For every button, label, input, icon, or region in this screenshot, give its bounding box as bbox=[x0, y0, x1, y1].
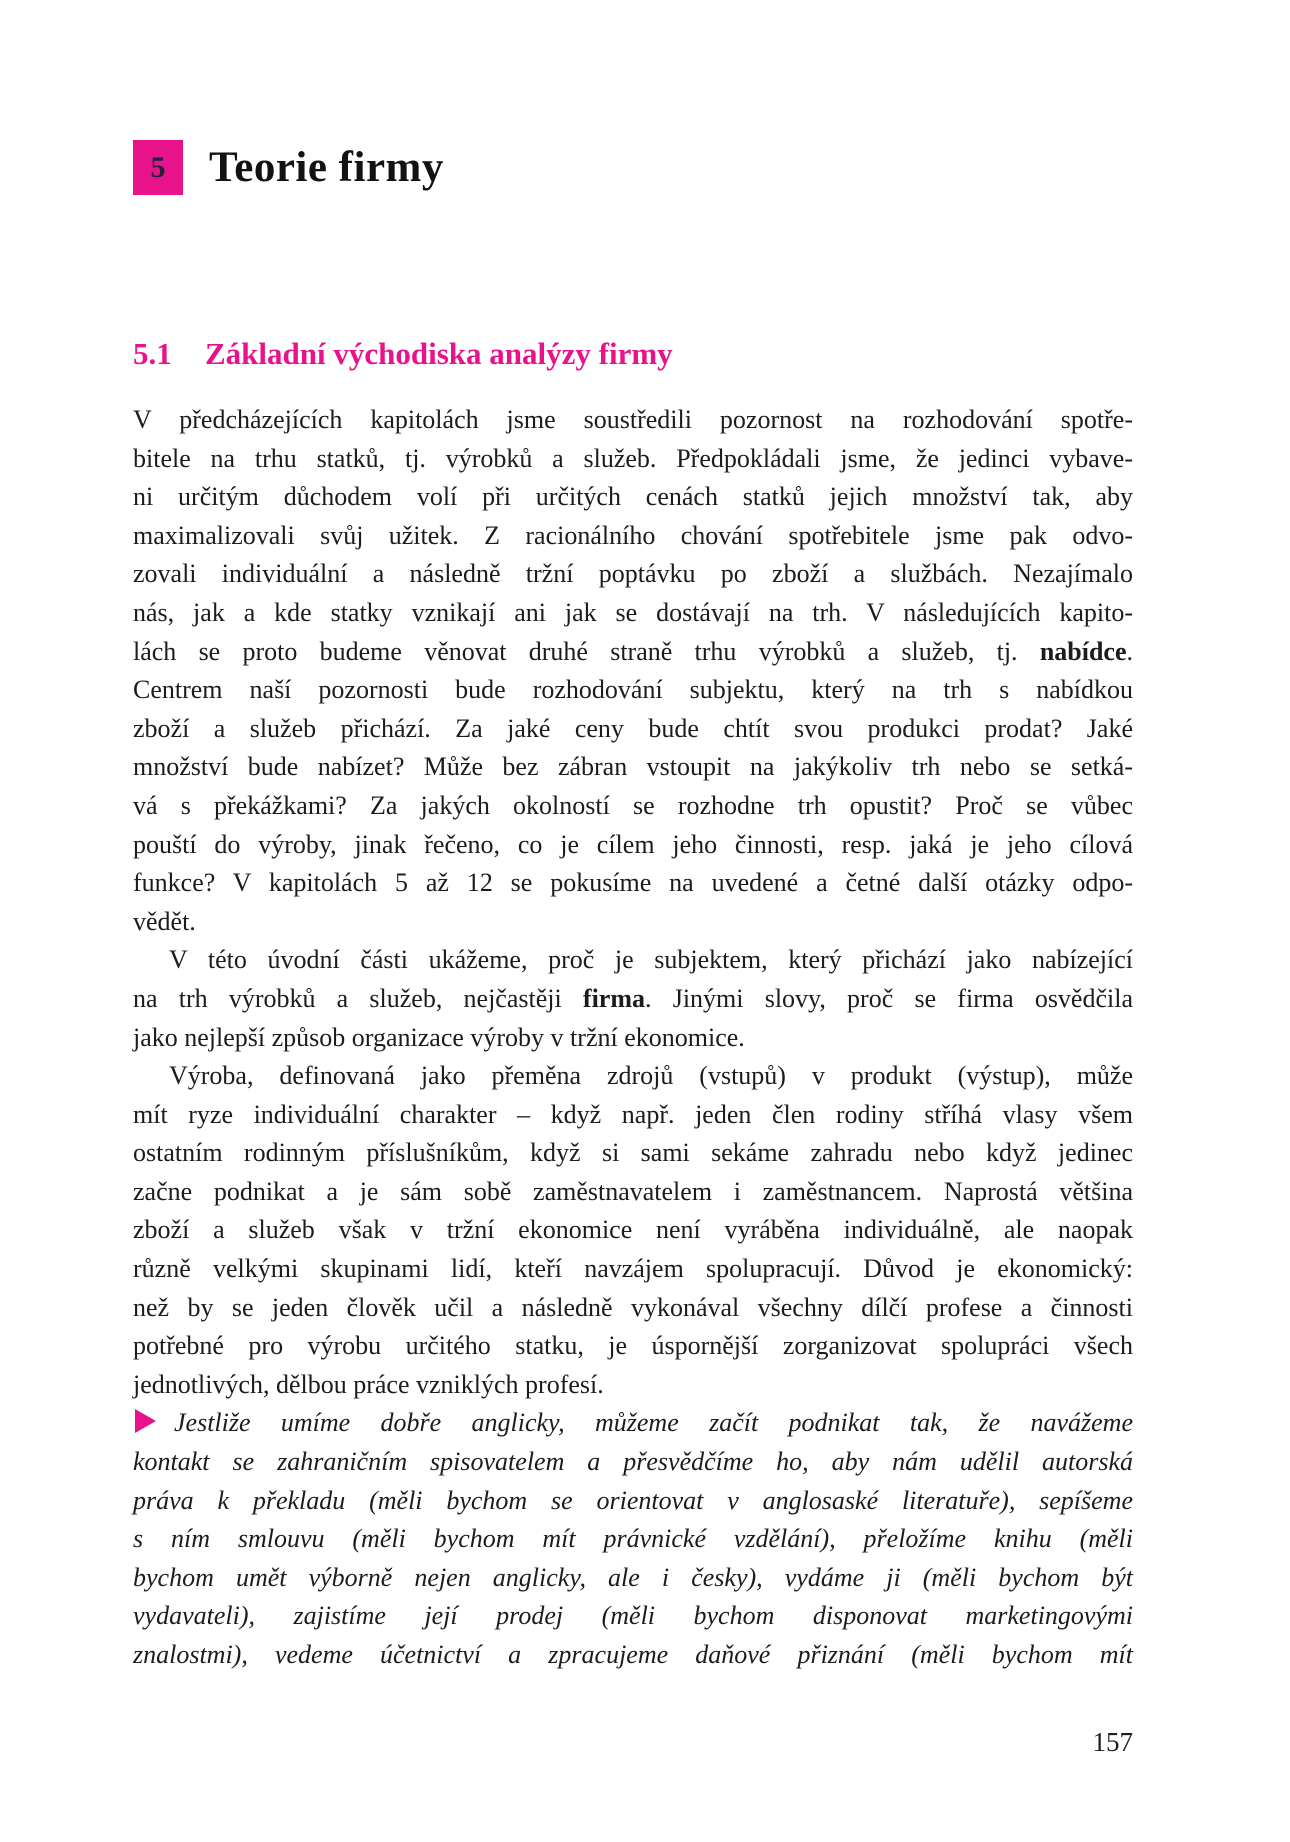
text-line: začne podnikat a je sám sobě zaměstnavatelem i zaměstnancem. Naprostá většina bbox=[133, 1176, 1133, 1206]
text-line: kontakt se zahraničním spisovatelem a přesvědčíme ho, aby nám udělil autorská bbox=[133, 1447, 1133, 1477]
text-line: zboží a služeb však v tržní ekonomice není vyráběna individuálně, ale naopak bbox=[133, 1215, 1133, 1245]
text-line: znalostmi), vedeme účetnictví a zpracujeme daňové přiznání (měli bychom mít bbox=[133, 1640, 1133, 1669]
paragraph bbox=[133, 941, 1133, 1057]
chapter-number-badge bbox=[133, 140, 183, 195]
text-line: množství bude nabízet? Může bez zábran vstoupit na jakýkoliv trh nebo se setká- bbox=[133, 752, 1133, 782]
chapter-title: Teorie firmy bbox=[209, 144, 444, 191]
text-line: Centrem naší pozornosti bude rozhodování subjektu, který na trh s nabídkou bbox=[133, 675, 1133, 705]
text-line: s ním smlouvu (měli bychom mít právnické vzdělání), přeložíme knihu (měli bbox=[133, 1524, 1133, 1554]
section-title: Základní východiska analýzy firmy bbox=[205, 336, 673, 371]
section-heading bbox=[133, 336, 1133, 372]
chapter-header bbox=[133, 140, 444, 195]
text-line: Výroba, definovaná jako přeměna zdrojů (vstupů) v produkt (výstup), může bbox=[169, 1061, 1133, 1091]
text-line: bitele na trhu statků, tj. výrobků a služeb. Předpokládali jsme, že jedinci vybave- bbox=[133, 443, 1133, 473]
text-line: lách se proto budeme věnovat druhé straně trhu výrobků a služeb, tj. nabídce. bbox=[133, 636, 1133, 666]
text-line: na trh výrobků a služeb, nejčastěji firma. Jinými slovy, proč se firma osvědčila bbox=[133, 983, 1133, 1013]
text-line: ni určitým důchodem volí při určitých cenách statků jejich množství tak, aby bbox=[133, 482, 1133, 512]
page-number: 157 bbox=[1092, 1727, 1133, 1757]
section-number: 5.1 bbox=[133, 336, 172, 371]
chapter-number: 5 bbox=[150, 150, 166, 184]
text-line: jednotlivých, dělbou práce vzniklých profesí. bbox=[133, 1369, 604, 1399]
paragraph bbox=[133, 1057, 1133, 1404]
text-line: jako nejlepší způsob organizace výroby v tržní ekonomice. bbox=[133, 1022, 745, 1052]
text-line: funkce? V kapitolách 5 až 12 se pokusíme na uvedené a četné další otázky odpo- bbox=[133, 868, 1133, 898]
body-text bbox=[133, 401, 1133, 1675]
text-line: nás, jak a kde statky vznikají ani jak se dostávají na trh. V následujících kapito- bbox=[133, 597, 1133, 627]
paragraph bbox=[133, 1404, 1133, 1674]
text-line: zboží a služeb přichází. Za jaké ceny bude chtít svou produkci prodat? Jaké bbox=[133, 713, 1133, 743]
text-line: vydavateli), zajistíme její prodej (měli bychom disponovat marketingovými bbox=[133, 1601, 1133, 1631]
text-line: bychom umět výborně nejen anglicky, ale i česky), vydáme ji (měli bychom být bbox=[133, 1562, 1133, 1592]
text-line: vá s překážkami? Za jakých okolností se rozhodne trh opustit? Proč se vůbec bbox=[133, 790, 1133, 820]
text-line: práva k překladu (měli bychom se orientovat v anglosaské literatuře), sepíšeme bbox=[133, 1485, 1133, 1515]
text-line: V předcházejících kapitolách jsme soustředili pozornost na rozhodování spotře- bbox=[133, 405, 1133, 434]
text-line: mít ryze individuální charakter – když např. jeden člen rodiny stříhá vlasy všem bbox=[133, 1099, 1133, 1129]
text-line: potřebné pro výrobu určitého statku, je úspornější zorganizovat spolupráci všech bbox=[133, 1331, 1133, 1361]
text-line: různě velkými skupinami lidí, kteří navzájem spolupracují. Důvod je ekonomický: bbox=[133, 1254, 1133, 1284]
text-line: vědět. bbox=[133, 906, 196, 936]
text-line: ostatním rodinným příslušníkům, když si sami sekáme zahradu nebo když jedinec bbox=[133, 1138, 1133, 1168]
text-line: zovali individuální a následně tržní poptávku po zboží a službách. Nezajímalo bbox=[133, 559, 1133, 589]
paragraph bbox=[133, 401, 1133, 941]
text-line: maximalizovali svůj užitek. Z racionálního chování spotřebitele jsme pak odvo- bbox=[133, 520, 1133, 550]
example-marker-triangle-right-icon bbox=[135, 1409, 156, 1433]
text-line: pouští do výroby, jinak řečeno, co je cílem jeho činnosti, resp. jaká je jeho cílová bbox=[133, 829, 1133, 859]
text-line: než by se jeden člověk učil a následně vykonával všechny dílčí profese a činnosti bbox=[133, 1292, 1133, 1322]
text-line: Jestliže umíme dobře anglicky, můžeme začít podnikat tak, že navážeme bbox=[133, 1404, 1133, 1443]
text-line: V této úvodní části ukážeme, proč je subjektem, který přichází jako nabízející bbox=[169, 945, 1133, 975]
